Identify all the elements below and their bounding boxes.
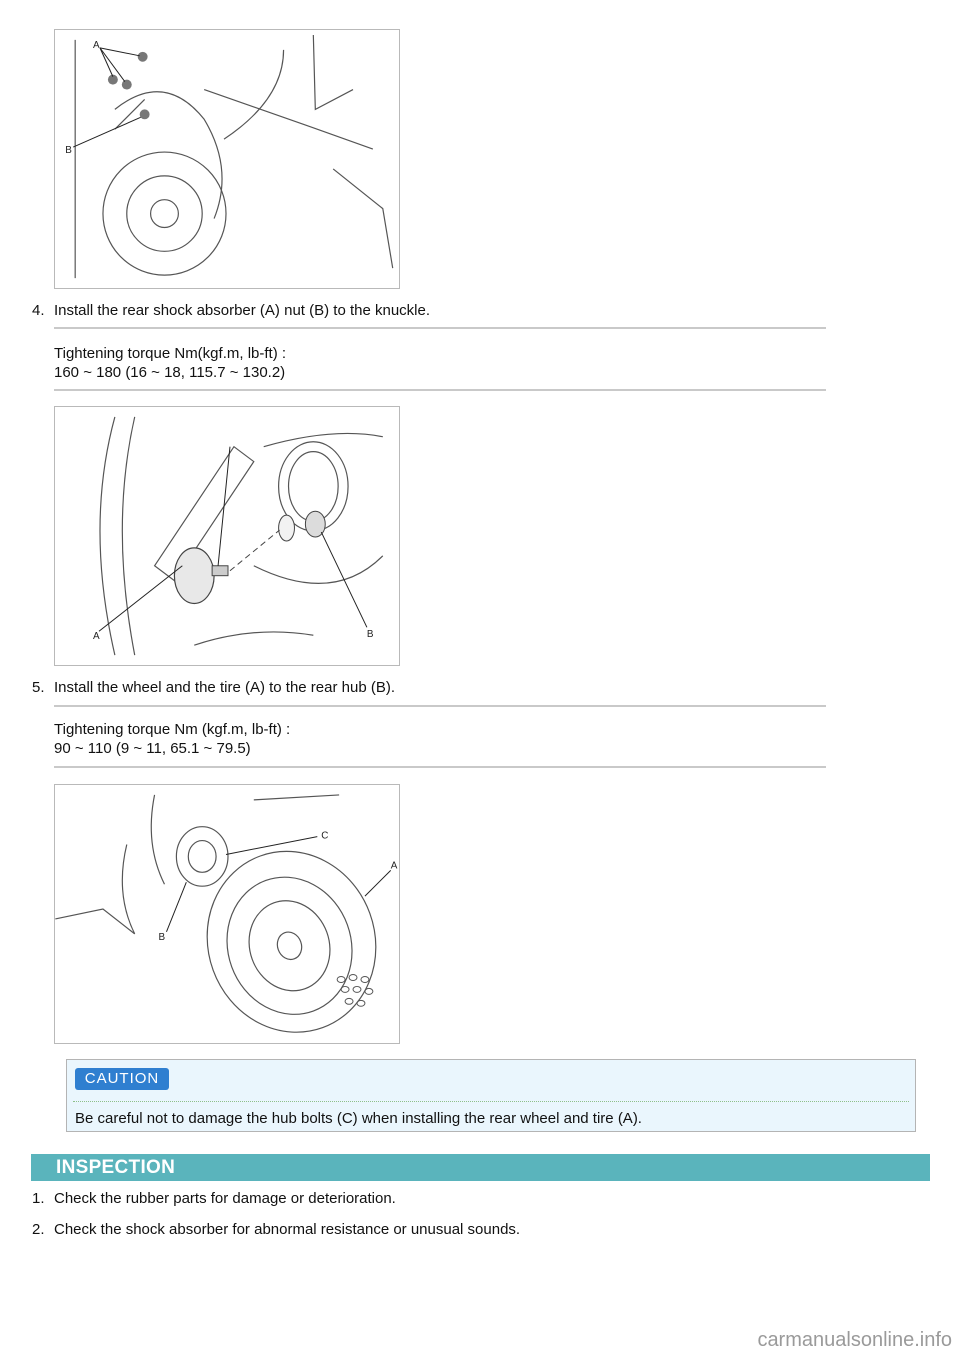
- torque-spec-value: 160 ~ 180 (16 ~ 18, 115.7 ~ 130.2): [54, 364, 286, 381]
- item-number: 1.: [32, 1190, 45, 1207]
- label-c: C: [321, 830, 329, 842]
- inspection-item-2: [32, 1221, 520, 1239]
- step-5: [32, 679, 395, 697]
- step-4: [32, 302, 430, 320]
- section-header-inspection: [31, 1154, 930, 1181]
- label-a: A: [93, 631, 100, 643]
- caution-badge: CAUTION: [75, 1068, 169, 1090]
- watermark: carmanualsonline.info: [757, 1329, 952, 1351]
- step-number: 5.: [32, 679, 45, 696]
- shock-absorber-illustration: [55, 407, 399, 665]
- item-number: 2.: [32, 1221, 45, 1238]
- caution-text: Be careful not to damage the hub bolts (C) when installing the rear wheel and tire (A).: [75, 1110, 642, 1127]
- torque-spec-4: [54, 344, 286, 382]
- step-number: 4.: [32, 302, 45, 319]
- divider: [54, 389, 826, 391]
- inspection-item-1: [32, 1190, 396, 1208]
- divider: [54, 705, 826, 707]
- divider: [54, 327, 826, 329]
- label-b: B: [366, 629, 374, 641]
- figure-knuckle-bolts: [54, 29, 400, 289]
- torque-spec-value: 90 ~ 110 (9 ~ 11, 65.1 ~ 79.5): [54, 740, 251, 757]
- step-text: Install the rear shock absorber (A) nut (B) to the knuckle.: [54, 302, 431, 319]
- section-title: INSPECTION: [56, 1157, 176, 1178]
- torque-spec-label: Tightening torque Nm (kgf.m, lb-ft) :: [54, 721, 291, 738]
- knuckle-bolts-illustration: [55, 30, 399, 288]
- label-b: B: [65, 145, 72, 157]
- figure-wheel-tire: [54, 784, 400, 1044]
- item-text: Check the rubber parts for damage or deterioration.: [54, 1190, 396, 1207]
- caution-box: [66, 1059, 916, 1132]
- wheel-tire-illustration: [55, 785, 399, 1043]
- step-text: Install the wheel and the tire (A) to the rear hub (B).: [54, 679, 396, 696]
- label-a: A: [93, 39, 100, 51]
- label-a: A: [390, 860, 398, 872]
- figure-shock-absorber: [54, 406, 400, 666]
- torque-spec-label: Tightening torque Nm(kgf.m, lb-ft) :: [54, 345, 287, 362]
- item-text: Check the shock absorber for abnormal resistance or unusual sounds.: [54, 1221, 521, 1238]
- torque-spec-5: [54, 720, 290, 758]
- caution-divider: [73, 1101, 909, 1102]
- label-b: B: [158, 931, 166, 943]
- divider: [54, 766, 826, 768]
